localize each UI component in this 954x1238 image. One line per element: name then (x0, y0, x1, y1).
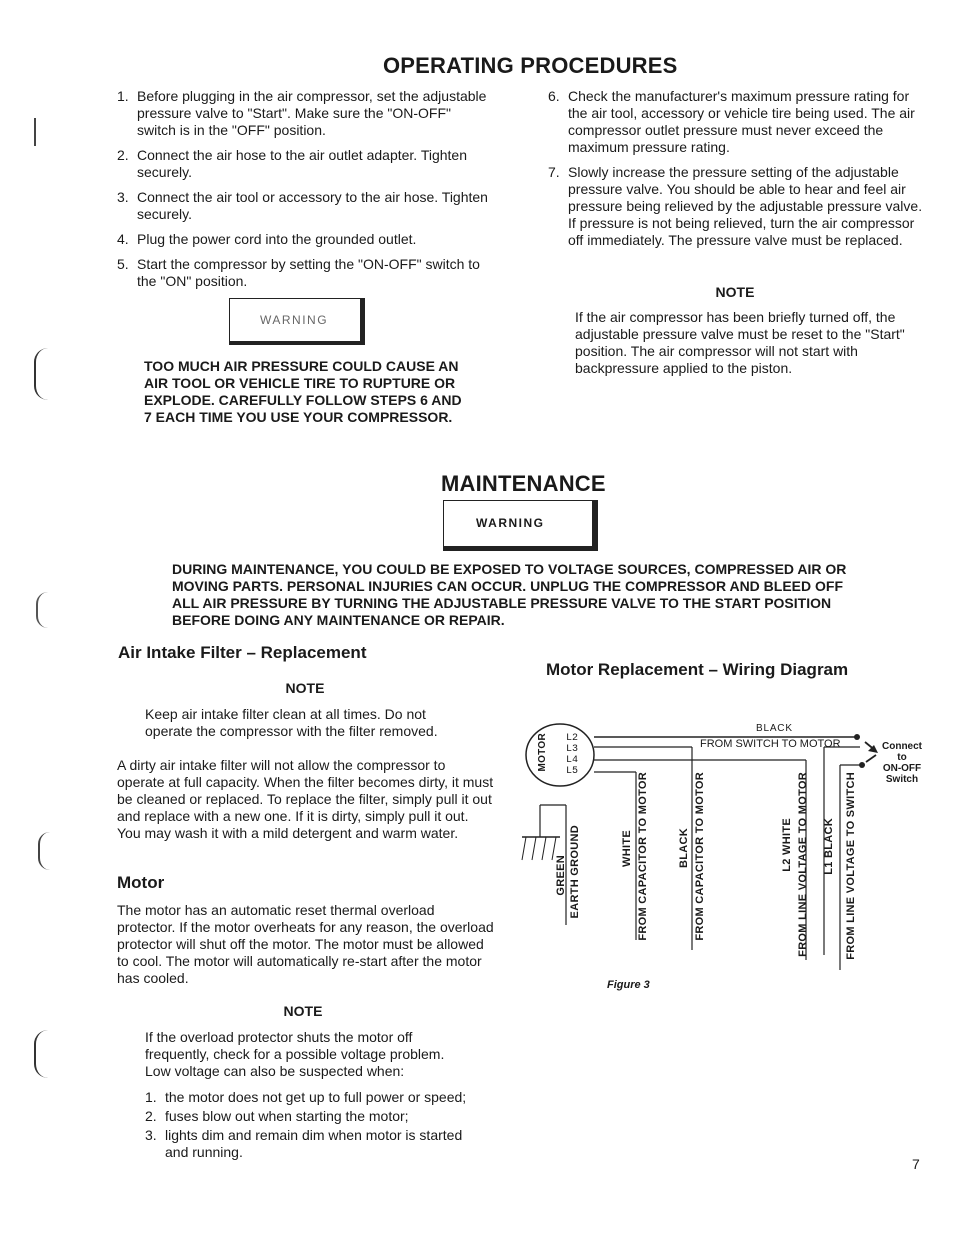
maintenance-warning-box (443, 500, 598, 551)
operating-steps-left (117, 88, 492, 298)
ground-symbol-hatch (542, 837, 546, 860)
ground-symbol-hatch (522, 837, 526, 860)
motor-note-text: If the overload protector shuts the motor off frequently, check for a possible voltage problem. Low voltage can also be suspected when: (145, 1029, 445, 1079)
list-item: 6. Check the manufacturer's maximum pressure rating for the air tool, accessory or vehicle tire being used. The air compressor outlet pressure must never exceed the maximum pressure rating. (548, 88, 915, 155)
from-switch-label: FROM SWITCH TO MOTOR (700, 738, 841, 750)
wire-label-green: GREEN (555, 855, 567, 896)
connect-line: ON-OFF (882, 763, 922, 774)
black-label: BLACK (756, 723, 793, 734)
list-item: 3. lights dim and remain dim when motor is started and running. (145, 1127, 463, 1160)
ground-symbol-hatch (532, 837, 536, 860)
terminal-l5: L5 (566, 766, 579, 777)
terminal-l4: L4 (566, 755, 579, 766)
air-filter-body: A dirty air intake filter will not allow the compressor to operate at full capacity. When the filter becomes dirty, it must be cleaned or replaced. To replace the filter, simply pull it out and replace with a new one. If it is dirty, simply pull it out. You may wash it with a mild detergent and warm water. (117, 757, 494, 841)
list-item: 1. Before plugging in the air compressor, set the adjustable pressure valve to "Start". Make sure the "ON-OFF" switch is in the "OFF" position. (117, 88, 487, 138)
terminal-l2: L2 (566, 733, 579, 744)
section-title-air-filter: Air Intake Filter – Replacement (118, 643, 367, 662)
wire-label-earth-ground: EARTH GROUND (569, 825, 581, 919)
motor-body: The motor has an automatic reset thermal overload protector. If the motor overheats for any reason, the overload protector will shut off the motor. The motor must be allowed to cool. The motor will automatically re-start after the motor has cooled. (117, 902, 494, 986)
binding-mark (36, 592, 50, 628)
connect-label (882, 741, 922, 785)
connection-dot (859, 762, 865, 768)
list-item: 4. Plug the power cord into the grounded outlet. (117, 231, 417, 247)
note-heading: NOTE (283, 1003, 323, 1019)
wire-label-white: WHITE (621, 830, 633, 867)
section-title-wiring: Motor Replacement – Wiring Diagram (546, 660, 849, 679)
list-item: 2. Connect the air hose to the air outlet adapter. Tighten securely. (117, 147, 467, 180)
section-title-maintenance: MAINTENANCE (441, 471, 606, 496)
air-filter-note-text: Keep air intake filter clean at all times. Do not operate the compressor with the filter removed. (145, 706, 438, 739)
binding-mark (38, 832, 52, 870)
wire-label-capacitor-1: FROM CAPACITOR TO MOTOR (637, 772, 649, 941)
wire-label-black: BLACK (678, 828, 690, 868)
page-number: 7 (912, 1156, 920, 1172)
low-voltage-list (145, 1089, 470, 1163)
list-item: 3. Connect the air tool or accessory to the air hose. Tighten securely. (117, 189, 488, 222)
binding-mark (34, 118, 40, 146)
connect-line: to (897, 752, 907, 763)
binding-mark (34, 1030, 50, 1078)
figure-caption: Figure 3 (607, 979, 650, 991)
section-title-motor: Motor (117, 873, 165, 892)
page-title: OPERATING PROCEDURES (383, 53, 678, 78)
warning-label-box (229, 298, 365, 345)
operating-steps-right (548, 88, 926, 257)
warning-text: TOO MUCH AIR PRESSURE COULD CAUSE AN AIR TOOL OR VEHICLE TIRE TO RUPTURE OR EXPLODE. CAREFULLY FOLLOW STEPS 6 AND 7 EACH TIME YOU USE YOUR COMPRESSOR. (144, 358, 462, 425)
note-text: If the air compressor has been briefly turned off, the adjustable pressure valve must be reset to the "Start" position. The air compressor will not start with backpressure applied to the piston. (575, 309, 905, 376)
wire-label-capacitor-2: FROM CAPACITOR TO MOTOR (694, 772, 706, 941)
connect-line: Switch (885, 774, 919, 785)
wire-label-l2-white: L2 WHITE (781, 818, 793, 872)
note-heading: NOTE (285, 680, 325, 696)
list-item: 1. the motor does not get up to full power or speed; (145, 1089, 467, 1105)
connect-line: Connect (882, 741, 922, 752)
connection-dot (854, 734, 860, 740)
note-heading: NOTE (715, 284, 755, 300)
motor-label: MOTOR (537, 733, 548, 772)
terminal-labels (566, 733, 578, 777)
wire-label-line-voltage-motor: FROM LINE VOLTAGE TO MOTOR (797, 772, 809, 957)
wire-label-l1-black: L1 BLACK (823, 818, 835, 875)
list-item: 5. Start the compressor by setting the "ON-OFF" switch to the "ON" position. (117, 256, 480, 289)
warning-label: WARNING (476, 516, 545, 530)
arrow-line (866, 755, 876, 762)
maintenance-warning-text: DURING MAINTENANCE, YOU COULD BE EXPOSED TO VOLTAGE SOURCES, COMPRESSED AIR OR MOVING PARTS. PERSONAL INJURIES CAN OCCUR. UNPLUG THE COMPRESSOR AND BLEED OFF ALL AIR PRESSURE BY TURNING THE ADJUSTABLE PRESSURE VALVE TO THE START POSITION BEFORE DOING ANY MAINTENANCE OR REPAIR. (172, 561, 847, 628)
wire-label-line-voltage-switch: FROM LINE VOLTAGE TO SWITCH (845, 772, 857, 960)
list-item: 7. Slowly increase the pressure setting of the adjustable pressure valve. You should be able to hear and feel air pressure being relieved by the adjustable pressure valve. If pressure is not being relieved, turn the air compressor off immediately. The pressure valve must be replaced. (548, 164, 923, 248)
terminal-l3: L3 (566, 744, 579, 755)
binding-mark (34, 348, 50, 400)
warning-label: WARNING (260, 313, 329, 327)
list-item: 2. fuses blow out when starting the motor; (145, 1108, 409, 1124)
